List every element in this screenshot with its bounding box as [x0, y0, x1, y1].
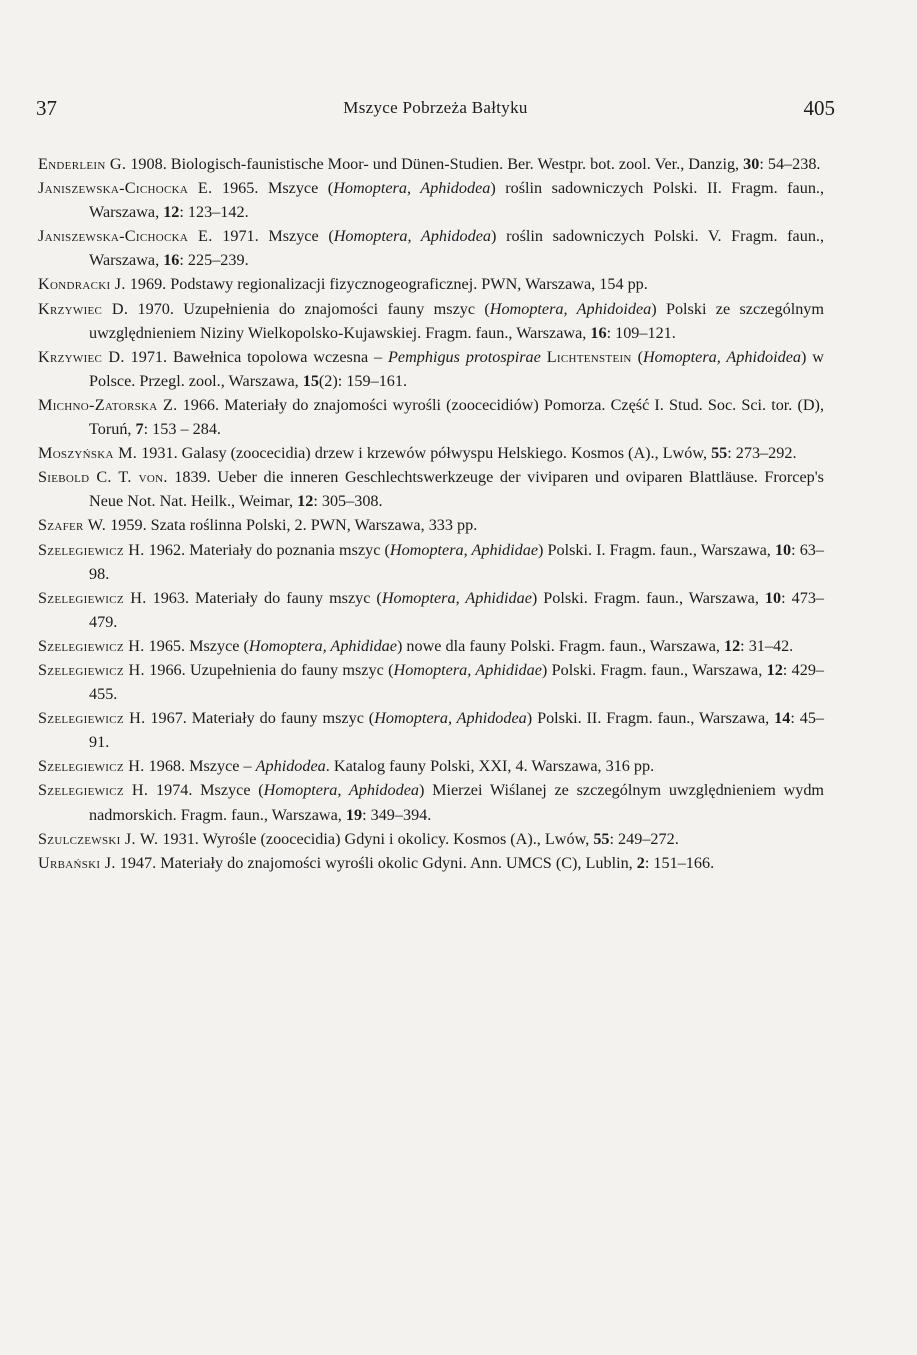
volume-number: 16	[163, 251, 180, 270]
taxon-name: Homoptera, Aphidodea	[333, 227, 492, 246]
reference-text: 1967. Materiały do fauny mszyc (	[145, 709, 375, 728]
reference-text: 1959. Szata roślinna Polski, 2. PWN, Warszawa, 333 pp.	[106, 516, 478, 535]
reference-text: : 63–98.	[89, 540, 824, 583]
reference-entry	[38, 513, 824, 537]
reference-entry	[38, 538, 824, 586]
reference-author: Szelegiewicz H.	[38, 540, 145, 559]
taxon-name: Homoptera, Aphididae	[389, 540, 539, 559]
running-title: Mszyce Pobrzeża Bałtyku	[343, 98, 528, 117]
reference-text: ) Polski. I. Fragm. faun., Warszawa,	[538, 540, 775, 559]
reference-text: 1931. Galasy (zoocecidia) drzew i krzewów półwyspu Helskiego. Kosmos (A)., Lwów,	[137, 444, 712, 463]
reference-text: ) roślin sadowniczych Polski. V. Fragm. faun., Warszawa,	[89, 227, 825, 270]
reference-author: Szelegiewicz H.	[38, 636, 145, 655]
page-header	[36, 96, 835, 122]
reference-author: Szafer W.	[38, 516, 107, 535]
reference-text: : 151–166.	[644, 853, 715, 872]
taxon-name: Aphidodea	[255, 757, 326, 776]
reference-text: : 473–479.	[89, 588, 825, 631]
reference-author: Kondracki J.	[38, 275, 126, 294]
reference-text: : 123–142.	[179, 203, 249, 222]
reference-author: Szelegiewicz H.	[38, 709, 146, 728]
reference-text: ) Polski. Fragm. faun., Warszawa,	[541, 660, 767, 679]
volume-number: 12	[723, 636, 741, 655]
reference-text: : 305–308.	[313, 492, 383, 511]
reference-entry	[38, 827, 824, 851]
reference-entry	[38, 152, 824, 176]
volume-number: 10	[764, 588, 782, 607]
taxon-name: Homoptera, Aphidoidea	[489, 299, 652, 318]
reference-entry	[38, 272, 824, 296]
reference-text: : 225–239.	[179, 251, 249, 270]
reference-text: (	[631, 347, 643, 366]
reference-author: Moszyńska M.	[38, 444, 138, 463]
reference-entry	[38, 393, 824, 441]
volume-number: 19	[345, 805, 363, 824]
reference-entry	[38, 851, 824, 875]
reference-text: 1908. Biologisch-faunistische Moor- und Dünen-Studien. Ber. Westpr. bot. zool. Ver., Danzig,	[126, 155, 744, 173]
reference-author: Enderlein G.	[38, 155, 127, 173]
reference-author: Szelegiewicz H.	[38, 781, 149, 800]
reference-text: 1970. Uzupełnienia do znajomości fauny mszyc (	[128, 299, 490, 318]
references-list	[38, 152, 824, 875]
reference-text: ) Polski. Fragm. faun., Warszawa,	[531, 588, 765, 607]
reference-text: 1966. Materiały do znajomości wyrośli (zoocecidiów) Pomorza. Część I. Stud. Soc. Sci. tor. (D), Toruń,	[89, 395, 824, 439]
volume-number: 30	[743, 155, 760, 173]
reference-text: ) roślin sadowniczych Polski. II. Fragm. faun., Warszawa,	[89, 179, 825, 222]
reference-author: Urbański J.	[38, 853, 116, 872]
taxon-name: Pemphigus protospirae	[388, 347, 541, 366]
reference-author: Szelegiewicz H.	[38, 588, 147, 607]
reference-entry	[38, 634, 824, 658]
reference-entry	[38, 706, 824, 754]
taxon-name: Homoptera, Aphidodea	[263, 781, 419, 800]
reference-text: 1974. Mszyce (	[148, 781, 264, 800]
reference-text: : 349–394.	[362, 805, 432, 824]
reference-entry	[38, 441, 824, 465]
taxon-name: Homoptera, Aphididae	[381, 588, 532, 607]
volume-number: 55	[711, 444, 728, 463]
reference-text: ) Polski ze szczególnym uwzględnieniem Niziny Wielkopolsko-Kujawskiej. Fragm. faun., Warszawa,	[89, 299, 824, 342]
reference-entry	[38, 465, 824, 513]
reference-text: : 429–455.	[89, 660, 825, 704]
reference-text: ) Mierzei Wiślanej ze szczególnym uwzględnieniem wydm nadmorskich. Fragm. faun., Warszawa,	[89, 781, 825, 824]
taxon-name: Homoptera, Aphidodea	[374, 709, 527, 728]
reference-author: Siebold C. T. von.	[38, 468, 168, 487]
volume-number: 2	[636, 853, 645, 872]
reference-text: : 45–91.	[89, 709, 825, 752]
reference-author: Szelegiewicz H.	[38, 660, 145, 679]
reference-text: 1963. Materiały do fauny mszyc (	[146, 588, 382, 607]
volume-number: 15	[302, 371, 319, 390]
reference-text: 1971. Mszyce (	[212, 227, 334, 246]
volume-number: 12	[163, 203, 180, 222]
reference-entry	[38, 586, 824, 634]
reference-author: Michno-Zatorska Z.	[38, 395, 178, 414]
volume-number: 16	[590, 323, 607, 342]
reference-entry	[38, 658, 824, 706]
page-number-right: 405	[803, 96, 835, 120]
reference-author: Janiszewska-Cichocka E.	[38, 179, 213, 198]
reference-text: : 153 – 284.	[143, 420, 221, 439]
reference-text: : 31–42.	[740, 636, 794, 655]
reference-entry	[38, 754, 824, 778]
reference-entry	[38, 345, 824, 393]
reference-author: Krzywiec D.	[38, 347, 125, 366]
reference-text: 1968. Mszyce –	[144, 757, 256, 776]
taxon-name: Homoptera, Aphidodea	[333, 179, 491, 198]
reference-text: : 273–292.	[727, 444, 797, 463]
taxon-name: Homoptera, Aphididae	[248, 636, 397, 655]
reference-text: 1839. Ueber die inneren Geschlechtswerkzeuge der viviparen und oviparen Blattläuse. Frorcep's Neue Not. Nat. Heilk., Weimar,	[89, 468, 824, 511]
reference-text: . Katalog fauny Polski, XXI, 4. Warszawa, 316 pp.	[325, 757, 655, 776]
reference-text: ) w Polsce. Przegl. zool., Warszawa,	[89, 347, 824, 390]
reference-text: : 109–121.	[606, 323, 676, 342]
volume-number: 14	[774, 709, 791, 728]
reference-text: 1969. Podstawy regionalizacji fizycznogeograficznej. PWN, Warszawa, 154 pp.	[125, 275, 648, 294]
reference-text: 1947. Materiały do znajomości wyrośli okolic Gdyni. Ann. UMCS (C), Lublin,	[115, 853, 637, 872]
volume-number: 10	[774, 540, 792, 559]
reference-text: 1966. Uzupełnienia do fauny mszyc (	[144, 660, 394, 679]
volume-number: 12	[766, 660, 783, 679]
reference-entry	[38, 176, 824, 224]
reference-text: 1962. Materiały do poznania mszyc (	[144, 540, 390, 559]
page-number-left: 37	[36, 96, 57, 120]
reference-text: : 249–272.	[609, 829, 679, 848]
reference-entry	[38, 778, 824, 826]
reference-text: 1965. Mszyce (	[144, 636, 249, 655]
reference-text: ) nowe dla fauny Polski. Fragm. faun., Warszawa,	[396, 636, 724, 655]
volume-number: 7	[135, 420, 144, 439]
taxon-name: Homoptera, Aphididae	[393, 660, 542, 679]
reference-text: (2): 159–161.	[318, 371, 408, 390]
reference-author: Szulczewski J. W.	[38, 829, 159, 848]
reference-text: 1931. Wyrośle (zoocecidia) Gdyni i okolicy. Kosmos (A)., Lwów,	[158, 829, 594, 848]
reference-author: Szelegiewicz H.	[38, 757, 145, 776]
reference-text: ) Polski. II. Fragm. faun., Warszawa,	[526, 709, 775, 728]
reference-author: Janiszewska-Cichocka E.	[38, 227, 213, 246]
reference-text: : 54–238.	[759, 155, 821, 173]
volume-number: 12	[297, 492, 314, 511]
reference-entry	[38, 297, 824, 345]
reference-entry	[38, 224, 824, 272]
volume-number: 55	[593, 829, 610, 848]
reference-text: 1971. Bawełnica topolowa wczesna –	[124, 347, 389, 366]
reference-author: Lichtenstein	[546, 347, 632, 366]
reference-author: Krzywiec D.	[38, 299, 129, 318]
taxon-name: Homoptera, Aphidoidea	[642, 347, 802, 366]
reference-text: 1965. Mszyce (	[212, 179, 334, 198]
